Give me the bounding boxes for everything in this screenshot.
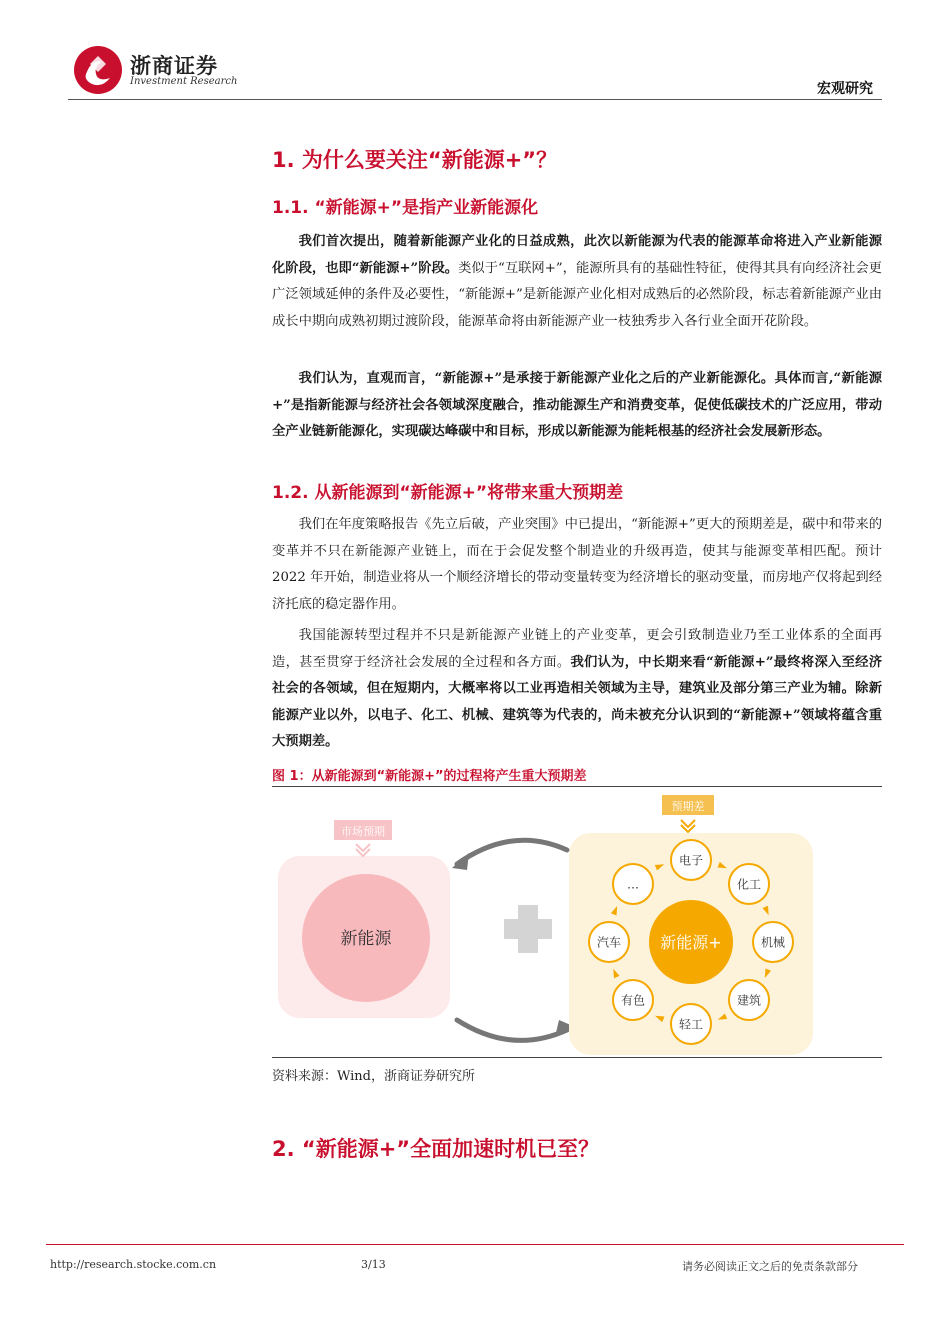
- arrow-bottom-icon: [457, 1020, 567, 1040]
- company-logo: [72, 44, 124, 96]
- figure-top-rule: [272, 786, 882, 787]
- satellite-label: 电子: [678, 853, 704, 868]
- brand-name: 浙商证券: [130, 54, 218, 78]
- figure-diagram: [272, 790, 882, 1060]
- brand-subtitle: Investment Research: [130, 76, 238, 87]
- figure-source: 资料来源：Wind，浙商证券研究所: [272, 1069, 475, 1084]
- satellite-label: 轻工: [678, 1017, 704, 1032]
- arrow-top-head-icon: [452, 853, 469, 870]
- left-tag-label: 市场预期: [341, 825, 385, 838]
- page-number: 3/13: [361, 1258, 386, 1271]
- satellite-label: …: [627, 877, 639, 892]
- center-circle-label: 新能源+: [660, 933, 722, 952]
- heading-section-1-2: 1.2. 从新能源到“新能源+”将带来重大预期差: [272, 483, 624, 503]
- arrow-top-icon: [457, 840, 567, 864]
- report-section-label: 宏观研究: [817, 81, 873, 97]
- paragraph-4-emphasis: 我们认为，中长期来看“新能源+”最终将深入至经济社会的各领域，但在短期内，大概率将以工业再造相关领域为主导，建筑业及部分第三产业为辅。除新能源产业以外，以电子、化工、机械、建筑等为代表的，尚未被充分认识到的“新能源+”领域将蕴含重大预期差。: [272, 654, 883, 749]
- footer-url[interactable]: http://research.stocke.com.cn: [50, 1258, 217, 1271]
- figure-bottom-rule: [272, 1057, 882, 1058]
- satellite-label: 机械: [760, 935, 786, 950]
- heading-section-2: 2. “新能源+”全面加速时机已至？: [272, 1137, 600, 1161]
- paragraph-1: [272, 229, 882, 335]
- footer-disclaimer: 请务必阅读正文之后的免责条款部分: [682, 1260, 858, 1273]
- heading-section-1-1: 1.1. “新能源+”是指产业新能源化: [272, 198, 539, 218]
- header-divider: [68, 99, 882, 100]
- paragraph-1-body: 类似于“互联网+”，能源所具有的基础性特征，使得其具有向经济社会更广泛领域延伸的条件及必要性，“新能源+”是新能源产业化相对成熟后的必然阶段，标志着新能源产业由成长中期向成熟初期过渡阶段，能源革命将由新能源产业一枝独秀步入各行业全面开花阶段。: [272, 260, 882, 329]
- paragraph-2-emphasis: 我们认为，直观而言，“新能源+”是承接于新能源产业化之后的产业新能源化。具体而言,“新能源+”是指新能源与经济社会各领域深度融合，推动能源生产和消费变革，促使低碳技术的广泛应用，带动全产业链新能源化，实现碳达峰碳中和目标，形成以新能源为能耗根基的经济社会发展新形态。: [272, 371, 882, 439]
- satellite-label: 建筑: [736, 993, 762, 1008]
- heading-section-1: 1. 为什么要关注“新能源+”？: [272, 148, 558, 172]
- paragraph-4-body: 我国能源转型过程并不只是新能源产业链上的产业变革，更会引致制造业乃至工业体系的全面再造，甚至贯穿于经济社会发展的全过程和各方面。: [272, 628, 882, 670]
- paragraph-4: [272, 623, 882, 756]
- satellite-label: 化工: [736, 877, 762, 892]
- right-tag-label: 预期差: [671, 800, 705, 813]
- paragraph-1-emphasis: 我们首次提出，随着新能源产业化的日益成熟，此次以新能源为代表的能源革命将进入产业新能源化阶段，也即“新能源+”阶段。: [272, 234, 882, 276]
- left-circle-label: 新能源: [340, 929, 392, 949]
- footer-divider: [46, 1244, 904, 1245]
- paragraph-3-body: 我们在年度策略报告《先立后破，产业突围》中已提出，“新能源+”更大的预期差是，碳中和带来的变革并不只在新能源产业链上，而在于会促发整个制造业的升级再造，使其与能源变革相匹配。预计 2022 年开始，制造业将从一个顺经济增长的带动变量转变为经济增长的驱动变量，而房地产仅将起到经济托底的稳定器作用。: [272, 517, 882, 612]
- figure-title: 图 1：从新能源到“新能源+”的过程将产生重大预期差: [272, 769, 587, 784]
- plus-icon: [504, 905, 552, 953]
- satellite-label: 有色: [620, 993, 646, 1008]
- satellite-label: 汽车: [596, 935, 622, 950]
- paragraph-2: [272, 366, 882, 446]
- paragraph-3: [272, 512, 882, 618]
